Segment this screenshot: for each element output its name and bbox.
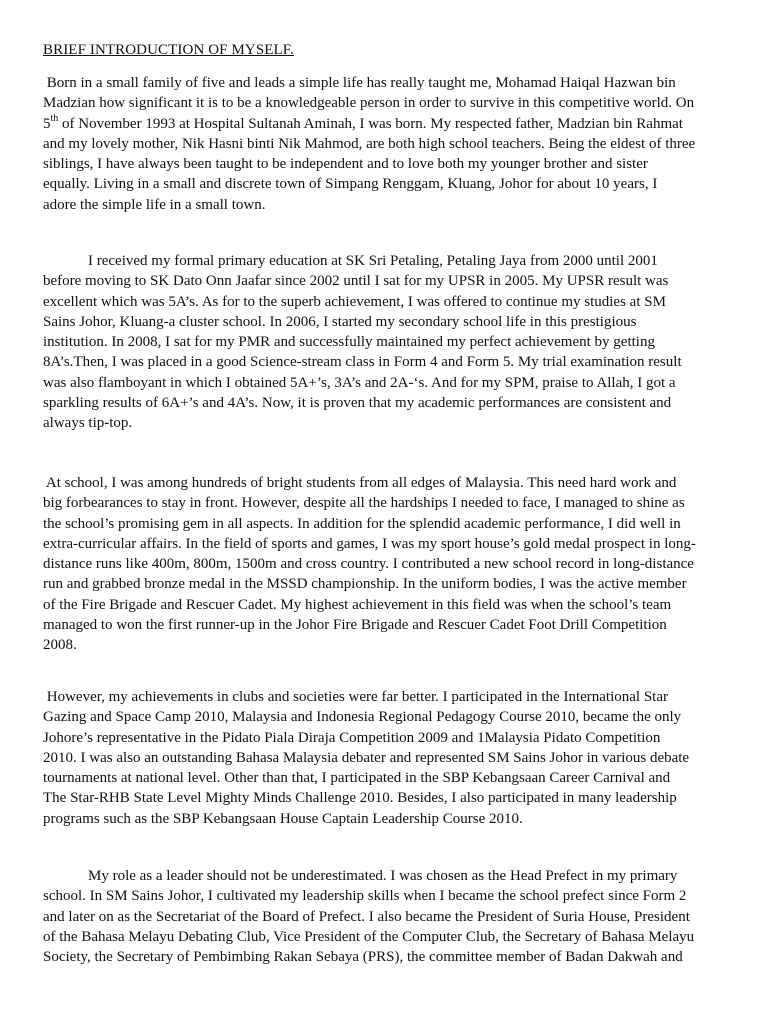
paragraph-family-background bbox=[43, 73, 735, 215]
paragraph-line: distance runs like 400m, 800m, 1500m and cross country. I contributed a new school record in long-distance bbox=[43, 556, 694, 573]
document-heading: BRIEF INTRODUCTION OF MYSELF. bbox=[43, 42, 294, 58]
paragraph-line: Gazing and Space Camp 2010, Malaysia and Indonesia Regional Pedagogy Course 2010, became the only bbox=[43, 709, 682, 726]
paragraph-line: the school’s promising gem in all aspects. In addition for the splendid academic performance, I did well in bbox=[43, 515, 681, 532]
paragraph-line: of the Bahasa Melayu Debating Club, Vice President of the Computer Club, the Secretary of Bahasa Melayu bbox=[43, 928, 695, 945]
paragraph-line: and my lovely mother, Nik Hasni binti Nik Mahmod, are both high school teachers. Being the eldest of three bbox=[43, 135, 696, 152]
paragraph-line: 5th of November 1993 at Hospital Sultanah Aminah, I was born. My respected father, Madzian bin Rahmat bbox=[43, 113, 683, 132]
paragraph-sports bbox=[43, 473, 735, 656]
paragraph-line: At school, I was among hundreds of bright students from all edges of Malaysia. This need hard work and bbox=[43, 475, 677, 491]
paragraph-education bbox=[43, 251, 735, 434]
paragraph-line: institution. In 2008, I sat for my PMR and successfully maintained my perfect achievement by getting bbox=[43, 334, 655, 351]
paragraph-line: 8A’s.Then, I was placed in a good Science-stream class in Form 4 and Form 5. My trial examination result bbox=[43, 354, 682, 371]
paragraph-line: and later on as the Secretariat of the Board of Prefect. I also became the President of Suria House, President bbox=[43, 908, 690, 925]
paragraph-line: sparkling results of 6A+’s and 4A’s. Now, it is proven that my academic performances are consistent and bbox=[43, 395, 672, 412]
paragraph-line: Born in a small family of five and leads a simple life has really taught me, Mohamad Haiqal Hazwan bin bbox=[43, 75, 676, 91]
paragraph-line: The Star-RHB State Level Mighty Minds Challenge 2010. Besides, I also participated in many leadership bbox=[43, 790, 677, 807]
paragraph-line: siblings, I have always been taught to be independent and to love both my younger brother and sister bbox=[43, 156, 648, 173]
paragraph-clubs bbox=[43, 687, 735, 829]
paragraph-line: programs such as the SBP Kebangsaan House Captain Leadership Course 2010. bbox=[43, 810, 523, 827]
paragraph-line: was also flamboyant in which I obtained 5A+’s, 3A’s and 2A-‘s. And for my SPM, praise to Allah, I got a bbox=[43, 374, 676, 391]
paragraph-line: 2010. I was also an outstanding Bahasa Malaysia debater and represented SM Sains Johor in various debate bbox=[43, 749, 690, 766]
paragraph-line: Madzian how significant it is to be a knowledgeable person in order to survive in this competitive world. On bbox=[43, 95, 695, 112]
paragraph-line: extra-curricular affairs. In the field of sports and games, I was my sport house’s gold medal prospect in long- bbox=[43, 535, 696, 552]
paragraph-line: school. In SM Sains Johor, I cultivated my leadership skills when I became the school prefect since Form 2 bbox=[43, 888, 687, 905]
paragraph-line: always tip-top. bbox=[43, 415, 133, 432]
paragraph-line: of the Fire Brigade and Rescuer Cadet. My highest achievement in this field was when the school’s team bbox=[43, 596, 672, 613]
paragraph-line: Sains Johor, Kluang-a cluster school. In 2006, I started my secondary school life in this prestigious bbox=[43, 313, 637, 330]
paragraph-line: 2008. bbox=[43, 637, 77, 654]
paragraph-line: adore the simple life in a small town. bbox=[43, 196, 266, 213]
paragraph-line: run and grabbed bronze medal in the MSSD championship. In the uniform bodies, I was the active member bbox=[43, 576, 687, 593]
paragraph-line: tournaments at national level. Other than that, I participated in the SBP Kebangsaan Career Carnival and bbox=[43, 770, 671, 787]
paragraph-line: before moving to SK Dato Onn Jaafar since 2002 until I sat for my UPSR in 2005. My UPSR result was bbox=[43, 273, 669, 290]
paragraph-line: equally. Living in a small and discrete town of Simpang Renggam, Kluang, Johor for about 10 years, I bbox=[43, 176, 658, 193]
paragraph-line: excellent which was 5A’s. As for to the superb achievement, I was offered to continue my studies at SM bbox=[43, 293, 666, 310]
paragraph-line: However, my achievements in clubs and societies were far better. I participated in the International Star bbox=[43, 689, 668, 705]
paragraph-line: managed to won the first runner-up in the Johor Fire Brigade and Rescuer Cadet Foot Drill Competition bbox=[43, 617, 667, 634]
paragraph-line: My role as a leader should not be underestimated. I was chosen as the Head Prefect in my primary bbox=[43, 868, 678, 884]
paragraph-line: Society, the Secretary of Pembimbing Rakan Sebaya (PRS), the committee member of Badan Dakwah and bbox=[43, 949, 683, 966]
paragraph-leadership bbox=[43, 866, 735, 967]
paragraph-line: big forbearances to stay in front. However, despite all the hardships I needed to face, I managed to shine as bbox=[43, 495, 685, 512]
paragraph-line: I received my formal primary education at SK Sri Petaling, Petaling Jaya from 2000 until 2001 bbox=[43, 253, 658, 269]
paragraph-line: Johore’s representative in the Pidato Piala Diraja Competition 2009 and 1Malaysia Pidato Competition bbox=[43, 729, 661, 746]
